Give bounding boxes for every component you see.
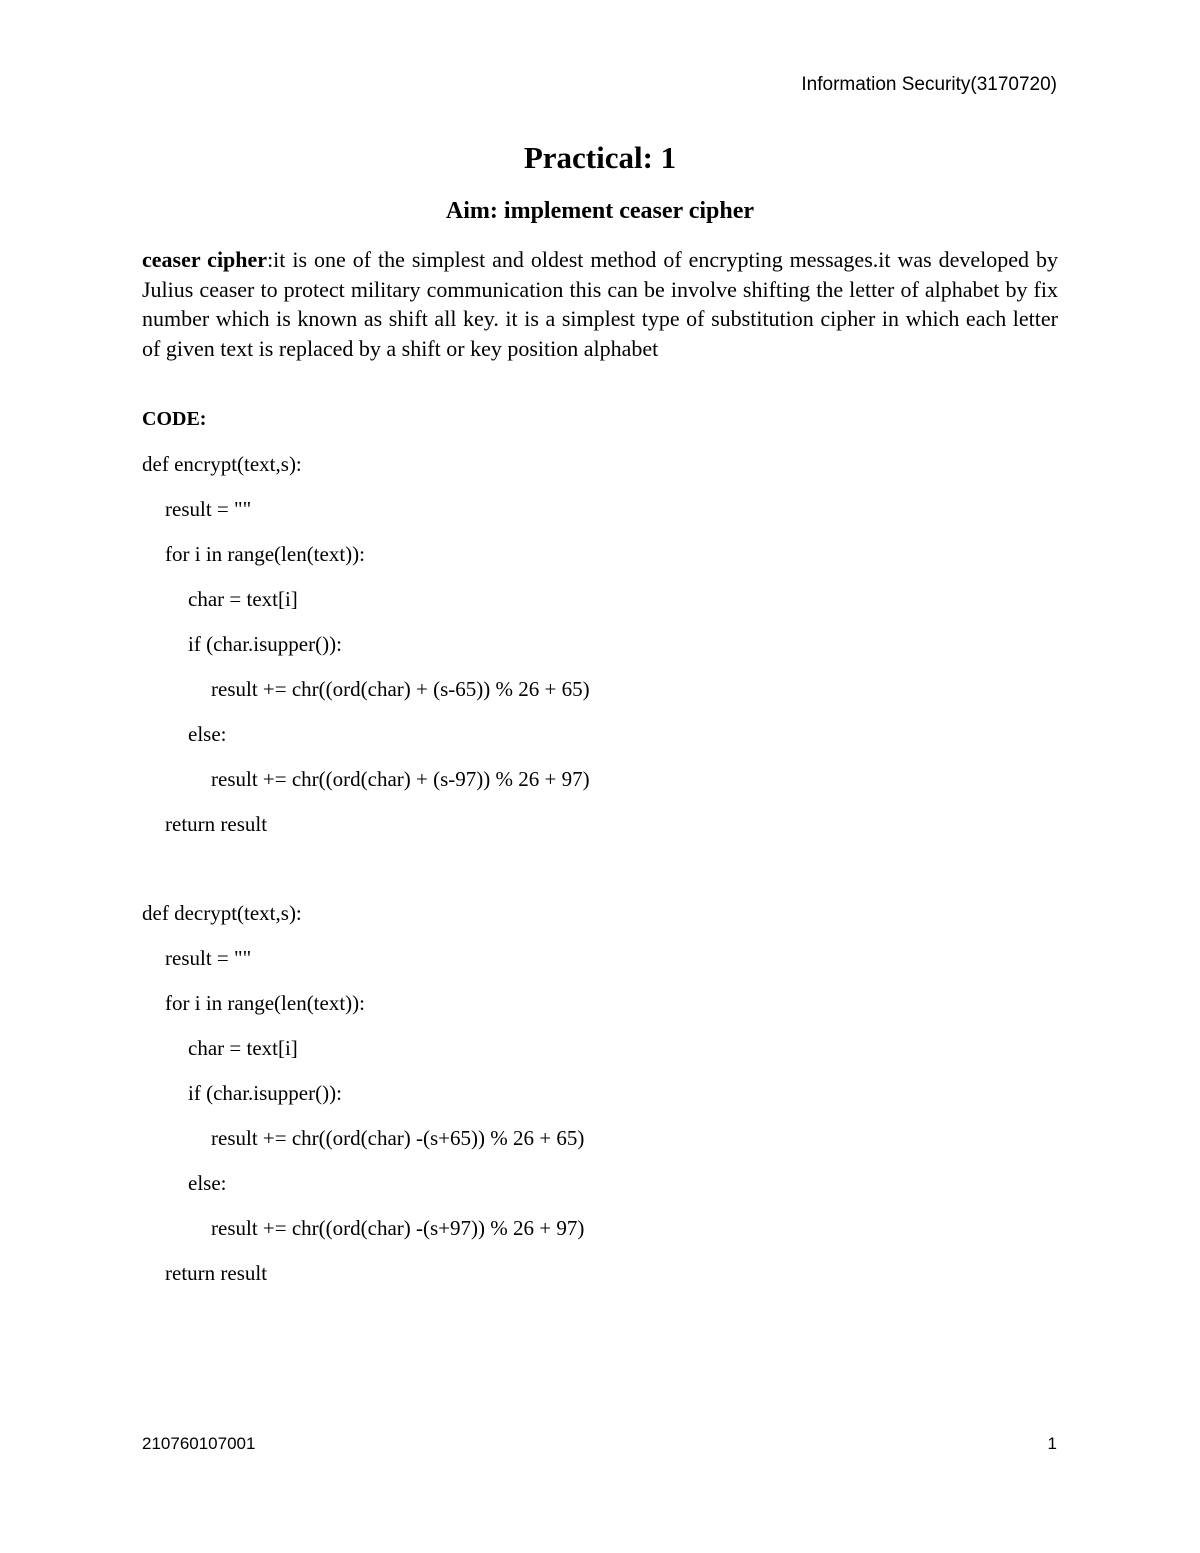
code-line: result += chr((ord(char) -(s+97)) % 26 + 97) xyxy=(211,1216,585,1240)
code-line: for i in range(len(text)): xyxy=(165,542,365,566)
description-term: ceaser cipher xyxy=(142,247,268,272)
code-line: result = "" xyxy=(165,946,252,970)
code-line: result += chr((ord(char) + (s-97)) % 26 + 97) xyxy=(211,767,590,791)
code-line: result += chr((ord(char) -(s+65)) % 26 + 65) xyxy=(211,1126,585,1150)
code-line: for i in range(len(text)): xyxy=(165,991,365,1015)
code-line: char = text[i] xyxy=(188,587,298,611)
header-course: Information Security(3170720) xyxy=(801,74,1057,95)
code-line: if (char.isupper()): xyxy=(188,632,342,656)
description-paragraph xyxy=(142,245,1058,363)
footer-page-number: 1 xyxy=(1047,1434,1057,1453)
code-line: else: xyxy=(188,1171,227,1195)
code-line: result = "" xyxy=(165,497,252,521)
code-line: def encrypt(text,s): xyxy=(142,452,302,476)
code-line: else: xyxy=(188,722,227,746)
page-title: Practical: 1 xyxy=(523,140,677,175)
description-text: :it is one of the simplest and oldest method of encrypting messages.it was developed by Julius ceaser to protect military communication this can be involve shifting the letter of alphabet by fix number which is known as shift all key. it is a simplest type of substitution cipher in which each letter of given text is replaced by a shift or key position alphabet xyxy=(142,247,1058,361)
aim-heading: Aim: implement ceaser cipher xyxy=(445,198,755,224)
code-line: def decrypt(text,s): xyxy=(142,901,302,925)
code-line: result += chr((ord(char) + (s-65)) % 26 + 65) xyxy=(211,677,590,701)
code-heading: CODE: xyxy=(142,408,207,430)
code-line: char = text[i] xyxy=(188,1036,298,1060)
code-line: return result xyxy=(165,1261,268,1285)
footer-enrollment: 210760107001 xyxy=(142,1434,256,1453)
code-line: if (char.isupper()): xyxy=(188,1081,342,1105)
code-line: return result xyxy=(165,812,268,836)
